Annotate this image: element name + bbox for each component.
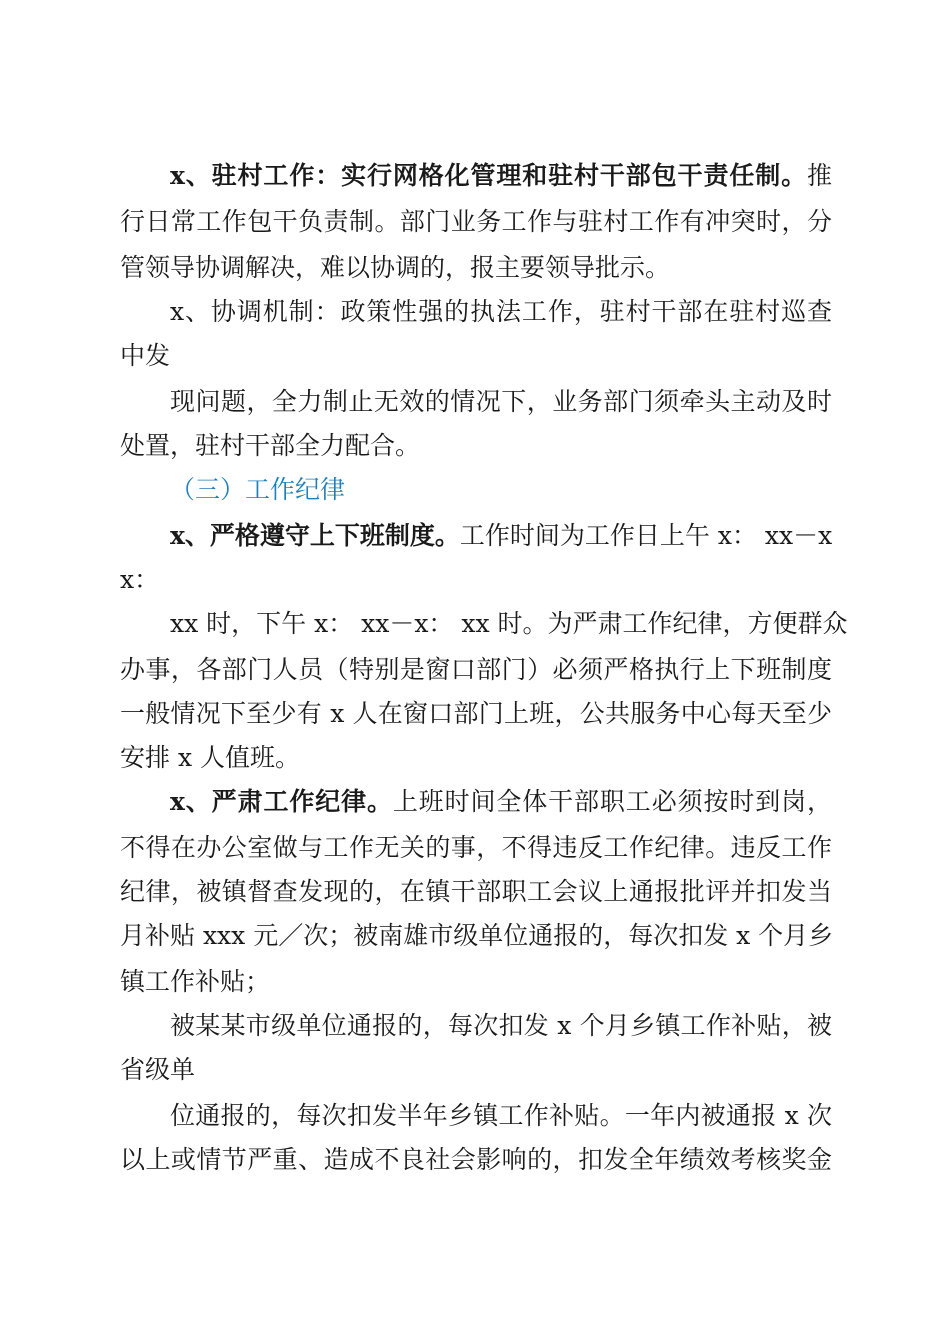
paragraph-7-line-5: 镇工作补贴； — [120, 967, 271, 996]
paragraph-9-line-2: 以上或情节严重、造成不良社会影响的，扣发全年绩效考核奖金 — [120, 1145, 832, 1174]
paragraph-6-line-3: 一般情况下至少有 x 人在窗口部门上班，公共服务中心每天至少 — [120, 699, 832, 728]
paragraph-3-line-1: 现问题，全力制止无效的情况下，业务部门须牵头主动及时 — [170, 387, 832, 416]
paragraph-1-line-3: 管领导协调解决，难以协调的，报主要领导批示。 — [120, 253, 671, 282]
paragraph-2-line-1: x、协调机制：政策性强的执法工作，驻村干部在驻村巡查 — [170, 297, 832, 326]
bold-lead: x、驻村工作：实行网格化管理和驻村干部包干责任制。 — [170, 161, 807, 190]
paragraph-3-line-2: 处置，驻村干部全力配合。 — [120, 431, 421, 460]
body-text: 推 — [806, 161, 832, 190]
paragraph-8-line-1: 被某某市级单位通报的，每次扣发 x 个月乡镇工作补贴，被 — [170, 1011, 832, 1040]
paragraph-5-line-2: x： — [120, 565, 160, 594]
bold-lead: x、严肃工作纪律。 — [170, 787, 393, 816]
paragraph-7-line-2: 不得在办公室做与工作无关的事，不得违反工作纪律。违反工作 — [120, 833, 832, 862]
bold-lead: x、严格遵守上下班制度。 — [170, 521, 460, 550]
paragraph-6-line-2: 办事，各部门人员（特别是窗口部门）必须严格执行上下班制度 — [120, 655, 832, 684]
paragraph-7-line-4: 月补贴 xxx 元／次；被南雄市级单位通报的，每次扣发 x 个月乡 — [120, 921, 834, 950]
paragraph-5-line-1 — [170, 514, 832, 558]
paragraph-2-line-2: 中发 — [120, 341, 171, 370]
paragraph-7-line-3: 纪律，被镇督查发现的，在镇干部职工会议上通报批评并扣发当 — [120, 877, 832, 906]
paragraph-7-line-1 — [170, 780, 832, 824]
body-text: 上班时间全体干部职工必须按时到岗， — [392, 787, 832, 816]
section-heading: （三）工作纪律 — [170, 475, 346, 504]
paragraph-9-line-1: 位通报的，每次扣发半年乡镇工作补贴。一年内被通报 x 次 — [170, 1101, 832, 1130]
paragraph-1-line-1 — [170, 154, 832, 198]
body-text: 工作时间为工作日上午 x： xx－x — [459, 521, 833, 550]
paragraph-6-line-1: xx 时，下午 x： xx－x： xx 时。为严肃工作纪律，方便群众 — [170, 609, 848, 638]
paragraph-1-line-2: 行日常工作包干负责制。部门业务工作与驻村工作有冲突时，分 — [120, 207, 832, 236]
paragraph-6-line-4: 安排 x 人值班。 — [120, 743, 300, 772]
paragraph-8-line-2: 省级单 — [120, 1055, 196, 1084]
